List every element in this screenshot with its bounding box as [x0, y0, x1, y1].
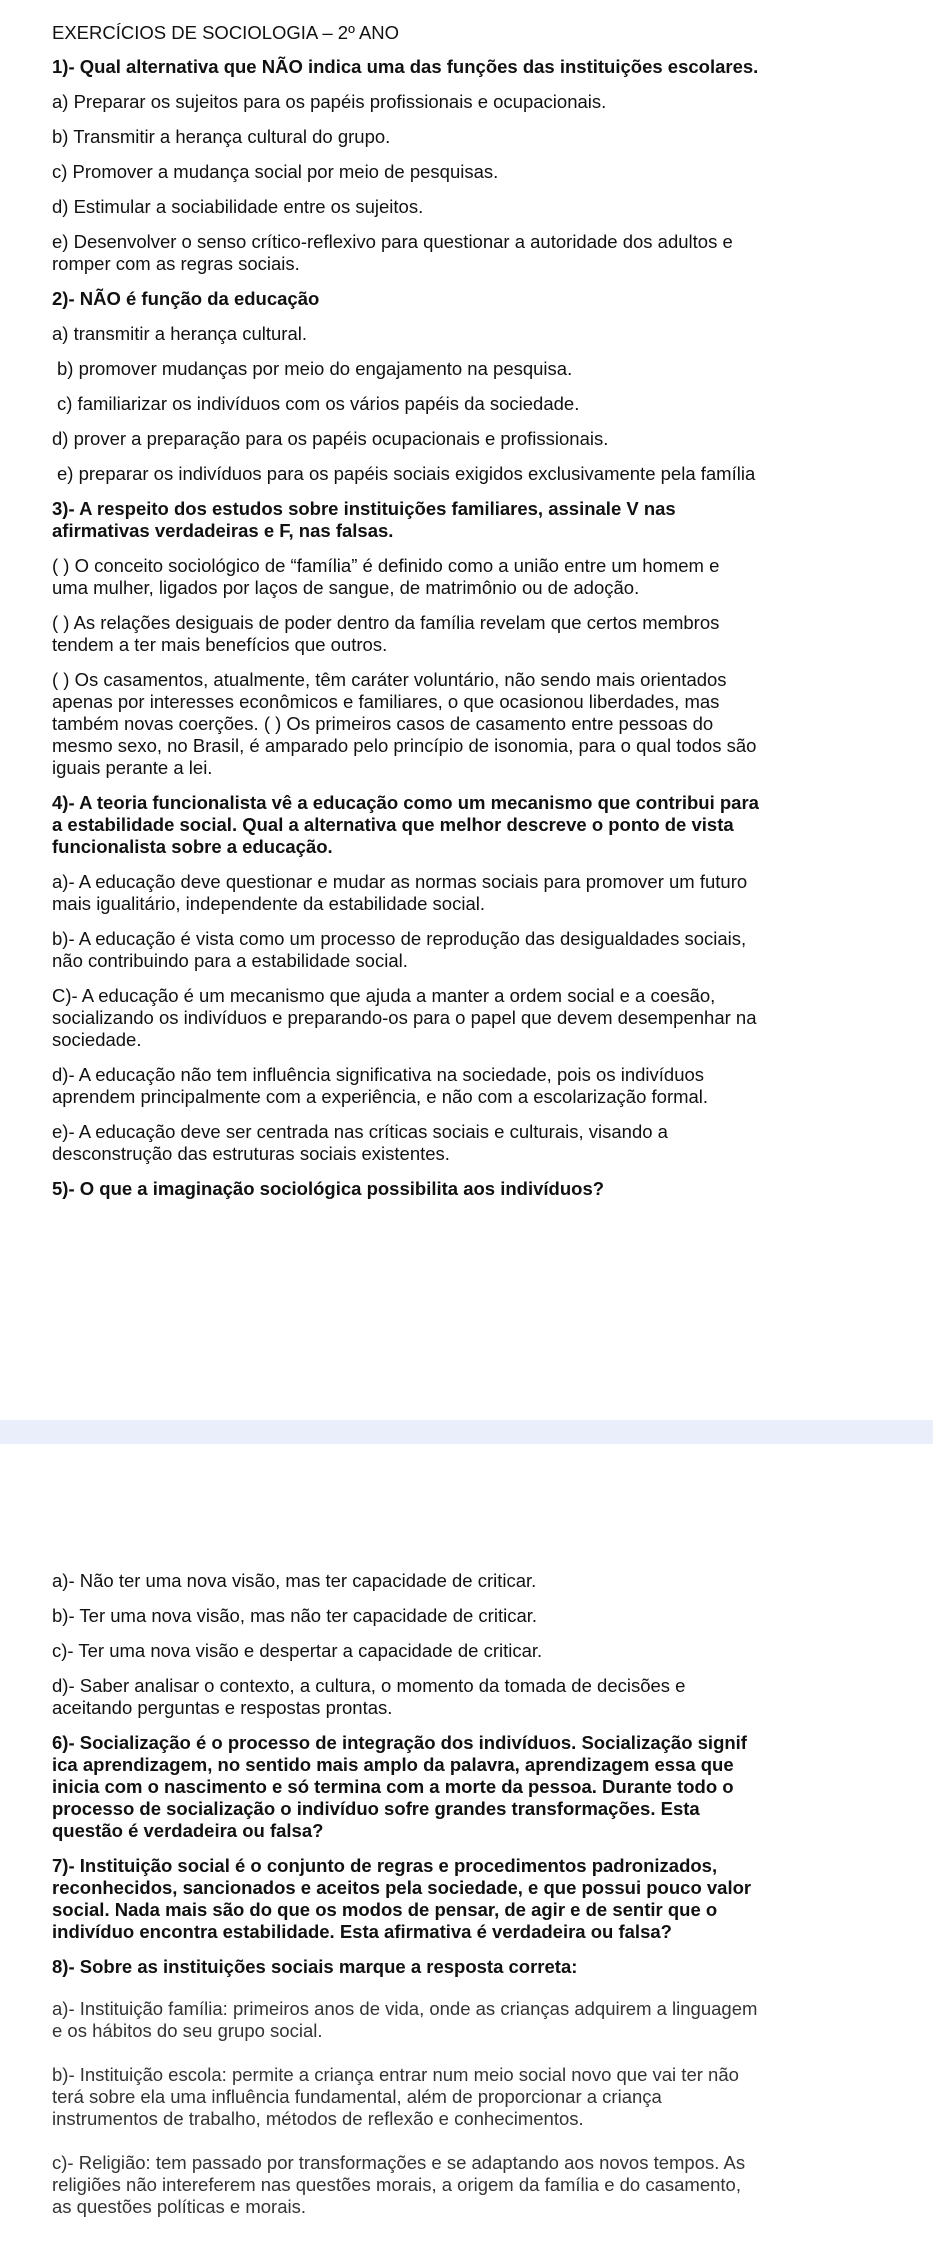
question-8: 8)- Sobre as instituições sociais marque a resposta correta: [52, 1956, 578, 1977]
question-4: 4)- A teoria funcionalista vê a educação como um mecanismo que contribui para a estabilidade social. Qual a alternativa que melhor descreve o ponto de vista funcionalista sobre a educação. [52, 792, 759, 857]
q5-option-c: c)- Ter uma nova visão e despertar a capacidade de criticar. [52, 1640, 543, 1661]
q8-option-b: b)- Instituição escola: permite a criança entrar num meio social novo que vai ter não terá sobre ela uma influência fundamental, além de proporcionar a criança instrumentos de trabalho, métodos de reflexão e conhecimentos. [52, 2064, 739, 2129]
q5-option-b: b)- Ter uma nova visão, mas não ter capacidade de criticar. [52, 1605, 538, 1626]
q3-statement-3: ( ) Os casamentos, atualmente, têm caráter voluntário, não sendo mais orientados apenas por interesses econômicos e familiares, o que ocasionou liberdades, mas também novas coerções. ( ) Os primeiros casos de casamento entre pessoas do mesmo sexo, no Brasil, é amparado pelo princípio de isonomia, para o qual todos são iguais perante a lei. [52, 669, 757, 778]
q1-option-d: d) Estimular a sociabilidade entre os sujeitos. [52, 196, 424, 217]
q4-option-a: a)- A educação deve questionar e mudar as normas sociais para promover um futuro mais igualitário, independente da estabilidade social. [52, 871, 748, 914]
q3-statement-2: ( ) As relações desiguais de poder dentro da família revelam que certos membros tendem a ter mais benefícios que outros. [52, 612, 720, 655]
q4-option-d: d)- A educação não tem influência significativa na sociedade, pois os indivíduos aprendem principalmente com a experiência, e não com a escolarização formal. [52, 1064, 709, 1107]
question-3: 3)- A respeito dos estudos sobre instituições familiares, assinale V nas afirmativas verdadeiras e F, nas falsas. [52, 498, 676, 541]
q3-statement-1: ( ) O conceito sociológico de “família” é definido como a união entre um homem e uma mulher, ligados por laços de sangue, de matrimônio ou de adoção. [52, 555, 720, 598]
q5-option-d: d)- Saber analisar o contexto, a cultura, o momento da tomada de decisões e aceitando perguntas e respostas prontas. [52, 1675, 686, 1718]
q1-option-b: b) Transmitir a herança cultural do grupo. [52, 126, 391, 147]
page-title: EXERCÍCIOS DE SOCIOLOGIA – 2º ANO [52, 22, 400, 43]
q2-option-a: a) transmitir a herança cultural. [52, 323, 307, 344]
q8-option-c: c)- Religião: tem passado por transformações e se adaptando aos novos tempos. As religiões não intereferem nas questões morais, a origem da família e do casamento, as questões políticas e morais. [52, 2152, 746, 2217]
page-separator [0, 1420, 933, 1444]
q2-option-b: b) promover mudanças por meio do engajamento na pesquisa. [57, 358, 573, 379]
q5-option-a: a)- Não ter uma nova visão, mas ter capacidade de criticar. [52, 1570, 537, 1591]
q1-option-e: e) Desenvolver o senso crítico-reflexivo para questionar a autoridade dos adultos e romper com as regras sociais. [52, 231, 733, 274]
question-7: 7)- Instituição social é o conjunto de regras e procedimentos padronizados, reconhecidos, sancionados e aceitos pela sociedade, e que possui pouco valor social. Nada mais são do que os modos de pensar, de agir e de sentir que o indivíduo encontra estabilidade. Esta afirmativa é verdadeira ou falsa? [52, 1855, 752, 1942]
q4-option-e: e)- A educação deve ser centrada nas críticas sociais e culturais, visando a desconstrução das estruturas sociais existentes. [52, 1121, 668, 1164]
q4-option-b: b)- A educação é vista como um processo de reprodução das desigualdades sociais, não contribuindo para a estabilidade social. [52, 928, 747, 971]
page-2-content [52, 1570, 832, 2231]
question-1: 1)- Qual alternativa que NÃO indica uma das funções das instituições escolares. [52, 56, 759, 77]
question-6: 6)- Socialização é o processo de integração dos indivíduos. Socialização signif ica aprendizagem, no sentido mais amplo da palavra, aprendizagem essa que inicia com o nascimento e só termina com a morte da pessoa. Durante todo o processo de socialização o indivíduo sofre grandes transformações. Esta questão é verdadeira ou falsa? [52, 1732, 747, 1841]
q1-option-c: c) Promover a mudança social por meio de pesquisas. [52, 161, 499, 182]
question-5: 5)- O que a imaginação sociológica possibilita aos indivíduos? [52, 1178, 605, 1199]
question-2: 2)- NÃO é função da educação [52, 288, 320, 309]
q2-option-d: d) prover a preparação para os papéis ocupacionais e profissionais. [52, 428, 609, 449]
q1-option-a: a) Preparar os sujeitos para os papéis profissionais e ocupacionais. [52, 91, 607, 112]
q2-option-c: c) familiarizar os indivíduos com os vários papéis da sociedade. [57, 393, 580, 414]
document-page-2 [0, 1444, 933, 2250]
q2-option-e: e) preparar os indivíduos para os papéis sociais exigidos exclusivamente pela família [57, 463, 756, 484]
q4-option-c: C)- A educação é um mecanismo que ajuda a manter a ordem social e a coesão, socializando os indivíduos e preparando-os para o papel que devem desempenhar na sociedade. [52, 985, 757, 1050]
page-1-content [52, 22, 832, 1213]
q8-option-a: a)- Instituição família: primeiros anos de vida, onde as crianças adquirem a linguagem e os hábitos do seu grupo social. [52, 1998, 758, 2041]
